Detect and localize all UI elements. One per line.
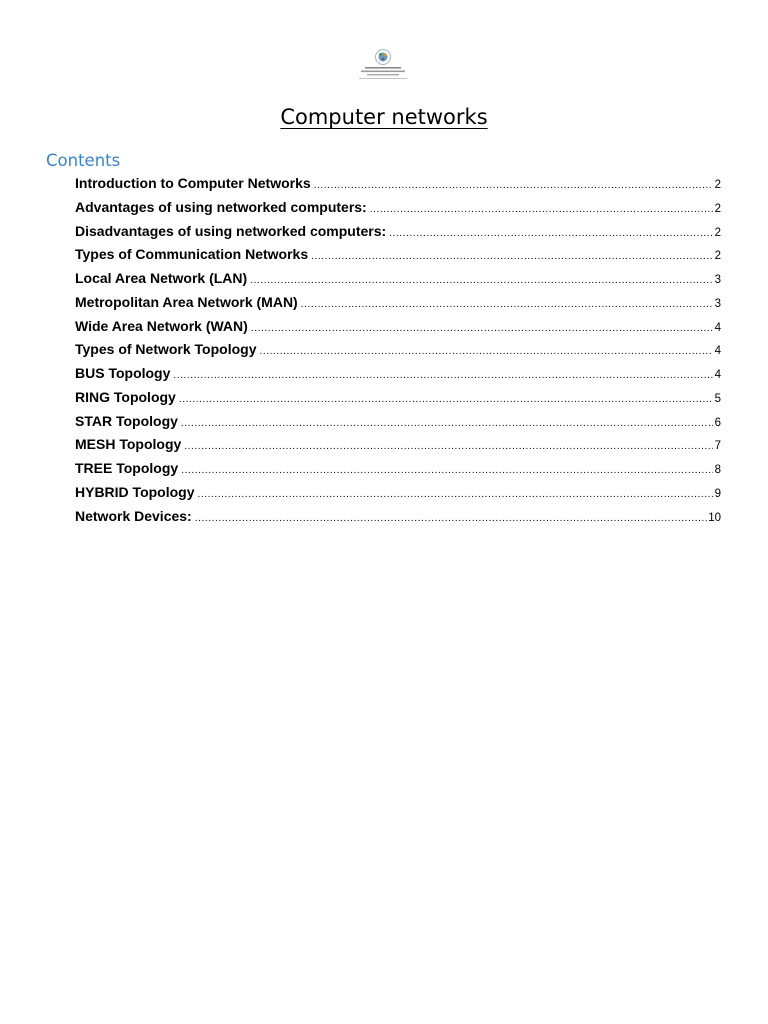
toc-entry-page-number[interactable]: 2 bbox=[714, 179, 721, 191]
toc-entry-page-number[interactable]: 2 bbox=[714, 202, 721, 215]
toc-entry-title[interactable]: Local Area Network (LAN) bbox=[75, 270, 248, 286]
toc-entry[interactable] bbox=[75, 338, 721, 362]
toc-entry-title[interactable]: Disadvantages of using networked computers: bbox=[75, 222, 387, 239]
toc-entry-page-number[interactable]: 2 bbox=[714, 226, 721, 239]
toc-entry[interactable] bbox=[75, 457, 721, 481]
toc-entry-title[interactable]: Network Devices: bbox=[75, 507, 192, 524]
toc-entry-title[interactable]: RING Topology bbox=[75, 388, 176, 405]
toc-entry-page-number[interactable]: 7 bbox=[714, 440, 721, 453]
toc-dot-leader bbox=[301, 294, 713, 316]
toc-entry[interactable] bbox=[75, 315, 721, 339]
toc-entry[interactable] bbox=[75, 243, 721, 267]
toc-dot-leader bbox=[181, 413, 713, 435]
toc-dot-leader bbox=[198, 484, 713, 506]
toc-dot-leader bbox=[195, 508, 707, 530]
toc-entry-title[interactable]: Types of Network Topology bbox=[75, 341, 257, 358]
toc-entry[interactable] bbox=[75, 172, 721, 196]
toc-entry[interactable] bbox=[75, 291, 721, 315]
toc-dot-leader bbox=[181, 460, 713, 482]
toc-entry[interactable] bbox=[75, 386, 721, 410]
toc-entry-title[interactable]: MESH Topology bbox=[75, 436, 182, 453]
toc-entry[interactable] bbox=[75, 220, 721, 244]
toc-entry[interactable] bbox=[75, 481, 721, 505]
toc-dot-leader bbox=[173, 365, 713, 387]
school-emblem-icon bbox=[355, 46, 411, 86]
toc-entry-page-number[interactable]: 9 bbox=[714, 487, 721, 500]
toc-entry[interactable] bbox=[75, 410, 721, 434]
toc-entry-title[interactable]: Metropolitan Area Network (MAN) bbox=[75, 293, 298, 310]
table-of-contents bbox=[75, 172, 721, 528]
toc-entry-title[interactable]: Types of Communication Networks bbox=[75, 246, 309, 263]
toc-entry-page-number[interactable]: 10 bbox=[708, 511, 721, 524]
toc-dot-leader bbox=[250, 270, 713, 292]
toc-entry-page-number[interactable]: 3 bbox=[714, 297, 721, 310]
toc-dot-leader bbox=[184, 436, 713, 458]
toc-entry-title[interactable]: Introduction to Computer Networks bbox=[75, 175, 311, 191]
toc-entry-page-number[interactable]: 3 bbox=[714, 274, 721, 286]
toc-dot-leader bbox=[251, 318, 713, 340]
toc-entry-title[interactable]: TREE Topology bbox=[75, 460, 179, 476]
document-title-text: Computer networks bbox=[280, 105, 488, 129]
toc-dot-leader bbox=[260, 341, 714, 363]
toc-entry-title[interactable]: BUS Topology bbox=[75, 365, 171, 381]
toc-entry[interactable] bbox=[75, 362, 721, 386]
toc-entry-page-number[interactable]: 4 bbox=[714, 345, 721, 358]
toc-entry[interactable] bbox=[75, 505, 721, 529]
toc-entry-page-number[interactable]: 5 bbox=[714, 392, 721, 405]
toc-entry-title[interactable]: Wide Area Network (WAN) bbox=[75, 317, 248, 334]
toc-entry-page-number[interactable]: 4 bbox=[714, 369, 721, 381]
document-title bbox=[0, 102, 768, 132]
toc-entry-page-number[interactable]: 2 bbox=[714, 250, 721, 263]
toc-entry[interactable] bbox=[75, 433, 721, 457]
contents-heading: Contents bbox=[46, 151, 121, 170]
toc-entry-page-number[interactable]: 6 bbox=[714, 416, 721, 429]
toc-entry-title[interactable]: STAR Topology bbox=[75, 412, 178, 429]
toc-entry[interactable] bbox=[75, 267, 721, 291]
toc-dot-leader bbox=[311, 246, 713, 268]
toc-entry-page-number[interactable]: 8 bbox=[714, 464, 721, 476]
toc-entry-title[interactable]: HYBRID Topology bbox=[75, 483, 195, 500]
toc-dot-leader bbox=[314, 175, 713, 197]
toc-entry-page-number[interactable]: 4 bbox=[714, 321, 721, 334]
toc-dot-leader bbox=[389, 223, 713, 245]
toc-dot-leader bbox=[179, 389, 713, 411]
toc-entry[interactable] bbox=[75, 196, 721, 220]
school-logo bbox=[355, 46, 411, 86]
toc-entry-title[interactable]: Advantages of using networked computers: bbox=[75, 198, 367, 215]
toc-dot-leader bbox=[370, 199, 713, 221]
